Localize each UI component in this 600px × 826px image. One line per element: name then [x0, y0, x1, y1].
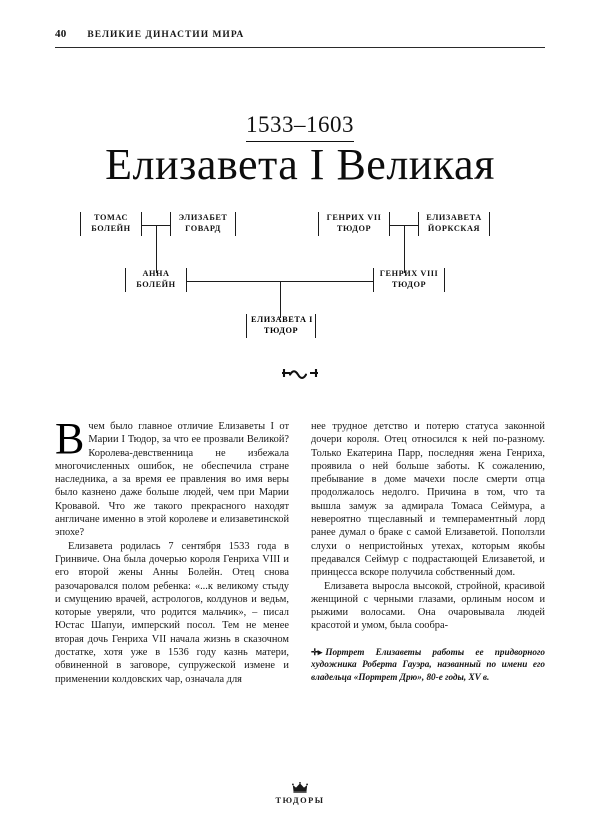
running-head: [55, 28, 545, 40]
fleuron-divider-icon: [279, 366, 321, 380]
tree-node-genrih-viii: [373, 268, 445, 292]
page-footer: [0, 782, 600, 805]
genealogy-tree: [55, 212, 545, 342]
tree-node-elizaveta-i: [246, 314, 316, 338]
tree-node-line2: ТЮДОР: [336, 223, 372, 233]
tree-connector-down-right: [404, 225, 405, 273]
running-title: ВЕЛИКИЕ ДИНАСТИИ МИРА: [87, 30, 245, 40]
crown-icon: [292, 782, 308, 793]
tree-node-line1: ЕЛИЗАВЕТА: [426, 213, 482, 222]
caption-arrow-icon: ✛▸: [311, 646, 322, 657]
paragraph-text: чем было главное отличие Елизаветы I от Марии I Тюдор, за что ее прозвали Великой? Королева-девственница не избежала многочисленных ошибок, не обеспечила стране наследника, а за время ее правления во имя веры было казнено даже больше людей, чем при Марии Кровавой. Что же такого прекрасного находят англичане именно в этой королеве и елизаветинской эпохе?: [55, 421, 289, 539]
dynasty-label: ТЮДОРЫ: [275, 796, 325, 805]
tree-node-line1: ТОМАС: [93, 213, 129, 222]
tree-node-line2: ГОВАРД: [185, 223, 221, 233]
tree-node-tomas-bolejn: [80, 212, 142, 236]
tree-node-line2: ТЮДОР: [391, 279, 427, 289]
paragraph-intro: [55, 414, 289, 540]
tree-connector-down-left: [156, 225, 157, 273]
tree-node-line2: БОЛЕЙН: [136, 279, 176, 289]
tree-node-line1: АННА: [142, 269, 170, 278]
tree-node-line1: ЕЛИЗАВЕТА I: [251, 315, 313, 324]
page-number: 40: [55, 28, 67, 40]
reign-dates: [0, 112, 600, 142]
drop-cap: В: [55, 414, 85, 463]
reign-dates-text: 1533–1603: [246, 112, 354, 142]
tree-node-line1: ГЕНРИХ VIII: [379, 269, 439, 278]
tree-node-genrih-vii: [318, 212, 390, 236]
header-divider-rule: [55, 47, 545, 48]
paragraph-childhood: нее трудное детство и потерю статуса законной дочери короля. Отец относился к ней по-разному. Только Екатерина Парр, последняя жена Генриха, проявила о ней больше заботы. К сожалению, пребывание в доме мачехи после смерти отца продолжалось недолго. Причина в том, что та вышла замуж за адмирала Томаса Сеймура, а невероятно тщеславный и темпераментный лорд ранее думал о браке с самой Елизаветой. Поползли слухи о непристойных утехах, которым якобы предавался Сеймур с подрастающей Елизаветой, и принцесса вскоре получила собственный дом.: [311, 421, 545, 579]
tree-node-line2: ТЮДОР: [263, 325, 299, 335]
caption-text: Портрет Елизаветы работы ее придворного художника Роберта Гауэра, названный по имени его владельца «Портрет Дрю», 80-е годы, XV в.: [311, 646, 545, 682]
tree-node-elizabet-govard: [170, 212, 236, 236]
left-column: [55, 414, 289, 686]
body-columns: [55, 414, 545, 686]
tree-node-anna-bolejn: [125, 268, 187, 292]
tree-node-line2: БОЛЕЙН: [91, 223, 131, 233]
paragraph-birth: Елизавета родилась 7 сентября 1533 года в Гринвиче. Она была дочерью короля Генриха VIII и его второй жены Анны Болейн. Отец снова разочаровался полом ребенка: «...к великому стыду и смущению врачей, астрологов, колдунов и ведьм, которые уверяли, что родится мальчик», – писал Юстас Шапуи, имперский посол. Тем не менее вторая дочь Генриха VII начала жизнь в сказочном достатке, хотя уже в 1536 году казнь матери, обвиненной в заговоре, супружеской измене и применении колдовских чар, означала для: [55, 540, 289, 685]
right-column: [311, 420, 545, 686]
tree-node-line1: ЭЛИЗАБЕТ: [178, 213, 228, 222]
tree-connector-down-child: [280, 281, 281, 318]
paragraph-appearance: Елизавета выросла высокой, стройной, красивой женщиной с черными глазами, орлиным носом и рыжими волосами. Она очаровывала людей красотой и умом, была сообра-: [311, 580, 545, 632]
tree-node-elizaveta-jorkskaya: [418, 212, 490, 236]
figure-caption: [311, 646, 545, 684]
section-ornament: [0, 366, 600, 385]
tree-node-line1: ГЕНРИХ VII: [326, 213, 382, 222]
tree-node-line2: ЙОРКСКАЯ: [427, 223, 481, 233]
page-title: Елизавета I Великая: [105, 140, 495, 189]
